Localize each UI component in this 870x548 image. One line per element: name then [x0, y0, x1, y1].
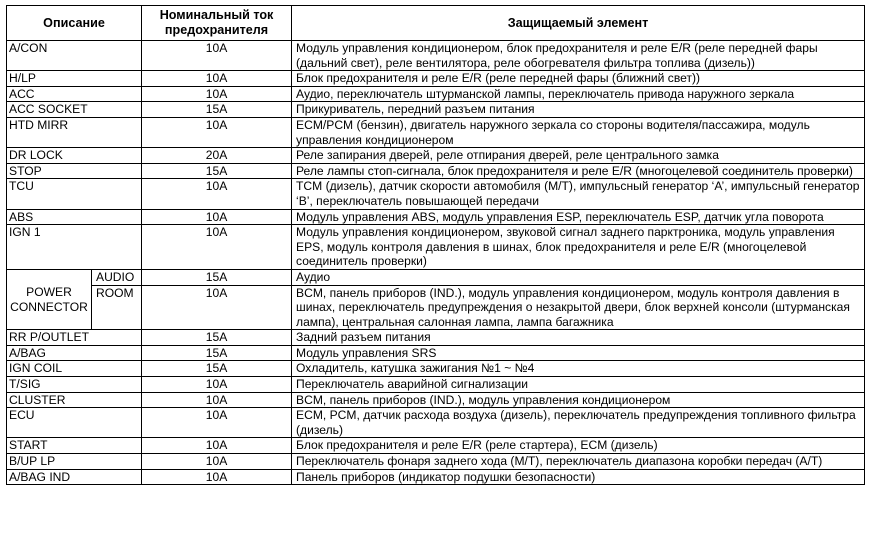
fuse-name: ROOM [92, 285, 142, 330]
fuse-row [7, 345, 865, 361]
fuse-row [7, 377, 865, 393]
fuse-name: ACC [7, 86, 142, 102]
fuse-name: A/BAG IND [7, 469, 142, 485]
power-connector-label: POWER CONNECTOR [7, 269, 92, 329]
fuse-rating: 10A [142, 392, 292, 408]
fuse-name: RR P/OUTLET [7, 330, 142, 346]
table-header-row [7, 6, 865, 41]
protected-component: Модуль управления кондиционером, звуковой сигнал заднего парктроника, модуль управления EPS, модуль контроля давления в шинах, блок предохранителя и реле E/R (многоцелевой соединитель проверки) [292, 225, 865, 270]
fuse-rating: 20A [142, 148, 292, 164]
protected-component: Реле лампы стоп-сигнала, блок предохранителя и реле E/R (многоцелевой соединитель проверки) [292, 163, 865, 179]
fuse-rating: 10A [142, 86, 292, 102]
fuse-rating: 10A [142, 71, 292, 87]
fuse-rating: 10A [142, 41, 292, 71]
fuse-name: ACC SOCKET [7, 102, 142, 118]
fuse-row [7, 41, 865, 71]
fuse-name: ECU [7, 408, 142, 438]
fuse-name: TCU [7, 179, 142, 209]
header-fuse-rating: Номинальный ток предохранителя [142, 6, 292, 41]
fuse-name: STOP [7, 163, 142, 179]
power-connector-audio-row [7, 269, 865, 285]
protected-component: Реле запирания дверей, реле отпирания дверей, реле центрального замка [292, 148, 865, 164]
protected-component: Прикуриватель, передний разъем питания [292, 102, 865, 118]
fuse-row [7, 469, 865, 485]
protected-component: Аудио, переключатель штурманской лампы, переключатель привода наружного зеркала [292, 86, 865, 102]
protected-component: Модуль управления SRS [292, 345, 865, 361]
fuse-name: DR LOCK [7, 148, 142, 164]
fuse-row [7, 86, 865, 102]
fuse-row [7, 330, 865, 346]
protected-component: Аудио [292, 269, 865, 285]
protected-component: Модуль управления ABS, модуль управления ESP, переключатель ESP, датчик угла поворота [292, 209, 865, 225]
fuse-rating: 10A [142, 209, 292, 225]
fuse-name: IGN COIL [7, 361, 142, 377]
header-protected-component: Защищаемый элемент [292, 6, 865, 41]
fuse-row [7, 71, 865, 87]
protected-component: ECM/PCM (бензин), двигатель наружного зеркала со стороны водителя/пассажира, модуль управления кондиционером [292, 117, 865, 147]
protected-component: BCM, панель приборов (IND.), модуль управления кондиционером, модуль контроля давления в шинах, переключатель предупреждения о незакрытой двери, блок верхней консоли (штурманская лампа), центральная салонная лампа, лампа багажника [292, 285, 865, 330]
fuse-rating: 10A [142, 117, 292, 147]
fuse-row [7, 454, 865, 470]
protected-component: Охладитель, катушка зажигания №1 ~ №4 [292, 361, 865, 377]
fuse-name: A/BAG [7, 345, 142, 361]
fuse-name: T/SIG [7, 377, 142, 393]
protected-component: TCM (дизель), датчик скорости автомобиля (M/T), импульсный генератор ‘A’, импульсный генератор ‘B’, переключатель повышающей передачи [292, 179, 865, 209]
fuse-rating: 10A [142, 285, 292, 330]
fuse-rating: 10A [142, 469, 292, 485]
fuse-name: CLUSTER [7, 392, 142, 408]
fuse-row [7, 438, 865, 454]
protected-component: Модуль управления кондиционером, блок предохранителя и реле E/R (реле передней фары (дальний свет), реле вентилятора, реле обогревателя фильтра топлива (дизель)) [292, 41, 865, 71]
fuse-row [7, 408, 865, 438]
fuse-row [7, 102, 865, 118]
fuse-name: A/CON [7, 41, 142, 71]
header-description: Описание [7, 6, 142, 41]
fuse-rating: 15A [142, 163, 292, 179]
table-body [7, 41, 865, 485]
fuse-rating: 10A [142, 225, 292, 270]
fuse-rating: 15A [142, 330, 292, 346]
fuse-rating: 10A [142, 377, 292, 393]
fuse-row [7, 209, 865, 225]
fuse-row [7, 361, 865, 377]
protected-component: Переключатель аварийной сигнализации [292, 377, 865, 393]
protected-component: Панель приборов (индикатор подушки безопасности) [292, 469, 865, 485]
fuse-rating: 10A [142, 179, 292, 209]
protected-component: Блок предохранителя и реле E/R (реле передней фары (ближний свет)) [292, 71, 865, 87]
fuse-rating: 15A [142, 345, 292, 361]
protected-component: Блок предохранителя и реле E/R (реле стартера), ECM (дизель) [292, 438, 865, 454]
fuse-rating: 10A [142, 438, 292, 454]
fuse-row [7, 117, 865, 147]
fuse-row [7, 148, 865, 164]
fuse-name: IGN 1 [7, 225, 142, 270]
fuse-name: AUDIO [92, 269, 142, 285]
fuse-row [7, 392, 865, 408]
protected-component: Переключатель фонаря заднего хода (M/T), переключатель диапазона коробки передач (A/T) [292, 454, 865, 470]
fuse-name: HTD MIRR [7, 117, 142, 147]
protected-component: BCM, панель приборов (IND.), модуль управления кондиционером [292, 392, 865, 408]
fuse-row [7, 225, 865, 270]
fuse-name: H/LP [7, 71, 142, 87]
fuse-rating: 15A [142, 102, 292, 118]
fuse-rating: 10A [142, 408, 292, 438]
fuse-row [7, 179, 865, 209]
fuse-name: B/UP LP [7, 454, 142, 470]
protected-component: ECM, PCM, датчик расхода воздуха (дизель), переключатель предупреждения топливного фильтра (дизель) [292, 408, 865, 438]
fuse-name: ABS [7, 209, 142, 225]
fuse-rating: 15A [142, 269, 292, 285]
fuse-rating: 15A [142, 361, 292, 377]
protected-component: Задний разъем питания [292, 330, 865, 346]
fuse-name: START [7, 438, 142, 454]
power-connector-room-row [7, 285, 865, 330]
fuse-row [7, 163, 865, 179]
fuse-rating: 10A [142, 454, 292, 470]
fuse-table [6, 5, 865, 485]
